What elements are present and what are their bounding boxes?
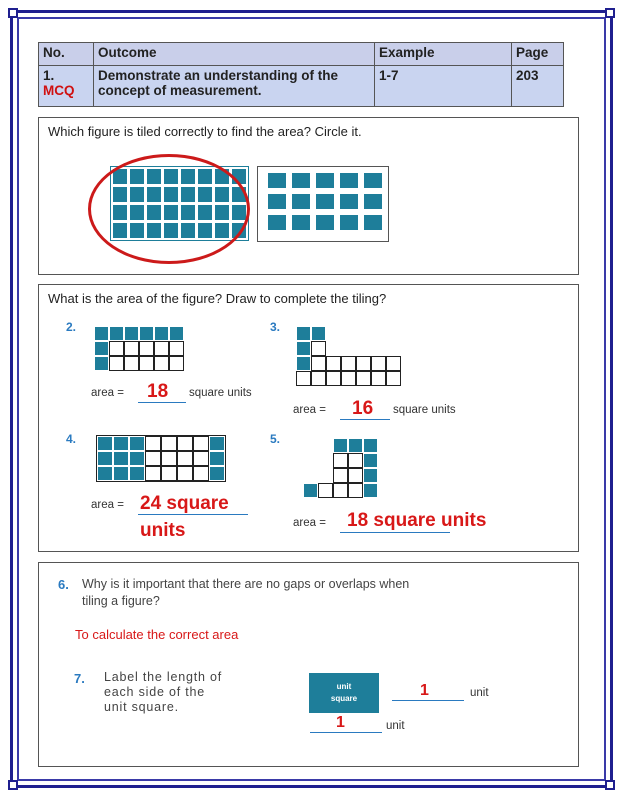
q7-line1: Label the length of (104, 670, 223, 684)
q7-unit-right: unit (470, 687, 489, 699)
item-2-figure (94, 326, 184, 371)
frame-corner (8, 8, 18, 18)
question-2-5-box (38, 284, 579, 552)
circle-mark (88, 154, 250, 264)
item-4-figure (96, 435, 226, 482)
item-5-area-label: area = (293, 517, 326, 529)
row-example: 1-7 (375, 66, 512, 107)
table-header-row (39, 43, 564, 66)
item-2-answer-line (138, 402, 186, 403)
q6-text-line1: Why is it important that there are no gaps or overlaps when (82, 577, 410, 591)
unit-square-label2: square (330, 694, 358, 703)
item-3-answer: 16 (352, 398, 374, 419)
col-example: Example (375, 43, 512, 66)
unit-square-label1: unit (336, 682, 352, 691)
question-tiling-prompt: What is the area of the figure? Draw to complete the tiling? (48, 291, 387, 306)
item-5-answer: 18 square units (347, 510, 487, 531)
figure-b-tiles (257, 166, 389, 242)
outcome-table (38, 42, 564, 107)
q7-number: 7. (74, 671, 85, 686)
q7-answer-right: 1 (420, 682, 429, 699)
item-4-area-label: area = (91, 499, 124, 511)
row-no: 1. (43, 68, 55, 83)
q7-line3: unit square. (104, 700, 179, 714)
item-2-area-label: area = (91, 387, 124, 399)
row-page: 203 (512, 66, 564, 107)
item-2-units: square units (189, 387, 252, 399)
item-4-number: 4. (66, 432, 77, 446)
frame-corner (605, 8, 615, 18)
row-type: MCQ (43, 83, 75, 98)
row-no-cell (39, 66, 94, 107)
q6-text-line2: tiling a figure? (82, 594, 160, 608)
row-outcome: Demonstrate an understanding of the concept of measurement. (94, 66, 375, 107)
table-row (39, 66, 564, 107)
item-5-number: 5. (270, 432, 281, 446)
unit-square (309, 673, 379, 713)
q7-unit-bottom: unit (386, 720, 405, 732)
item-3-answer-line (340, 419, 390, 420)
question-1-prompt: Which figure is tiled correctly to find the area? Circle it. (48, 124, 362, 139)
item-5-figure (303, 438, 378, 498)
col-page: Page (512, 43, 564, 66)
col-outcome: Outcome (94, 43, 375, 66)
item-4-answer: 24 square (140, 493, 229, 514)
item-2-answer: 18 (147, 381, 169, 402)
q7-answer-bottom-line (310, 732, 382, 733)
col-no: No. (39, 43, 94, 66)
item-4-answer-line2: units (140, 520, 186, 541)
item-3-area-label: area = (293, 404, 326, 416)
q6-answer: To calculate the correct area (75, 627, 239, 642)
item-4-answer-line (138, 514, 248, 515)
frame-corner (8, 780, 18, 790)
item-3-figure (296, 326, 401, 386)
q7-line2: each side of the (104, 685, 206, 699)
item-2-number: 2. (66, 320, 77, 334)
item-5-answer-line (340, 532, 450, 533)
item-3-number: 3. (270, 320, 281, 334)
q7-answer-bottom: 1 (336, 714, 345, 731)
item-3-units: square units (393, 404, 456, 416)
q7-answer-right-line (392, 700, 464, 701)
question-6-7-box (38, 562, 579, 767)
q6-number: 6. (58, 577, 69, 592)
frame-corner (605, 780, 615, 790)
